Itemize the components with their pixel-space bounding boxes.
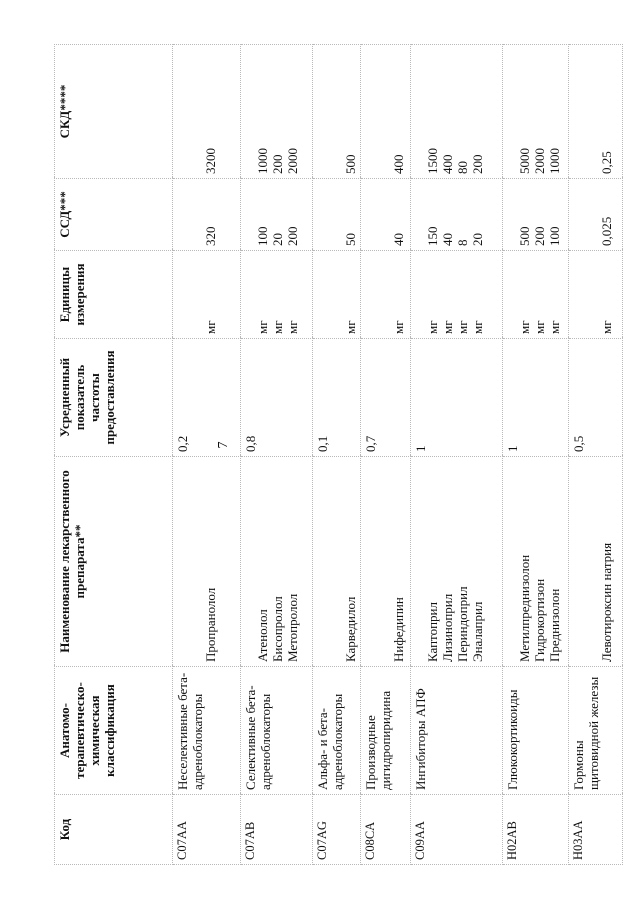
table-header-row bbox=[55, 45, 173, 865]
skd-value: 200 bbox=[470, 154, 485, 174]
ssd-cell bbox=[361, 179, 411, 251]
drug-name: Лизиноприл bbox=[440, 593, 455, 662]
code-cell bbox=[241, 795, 313, 865]
atc-code: C07AA bbox=[175, 821, 189, 860]
drug-standard-table bbox=[54, 44, 623, 865]
code-cell bbox=[313, 795, 361, 865]
ssd-cell bbox=[241, 179, 313, 251]
drug-name: Периндоприл bbox=[455, 586, 470, 662]
frequency-cell bbox=[569, 339, 623, 457]
ssd-value: 50 bbox=[343, 233, 358, 246]
code-cell bbox=[503, 795, 569, 865]
atc-code: C08CA bbox=[363, 821, 377, 860]
unit-cell bbox=[241, 251, 313, 339]
ssd-cell bbox=[569, 179, 623, 251]
drug-name: Метилпреднизолон bbox=[517, 554, 532, 662]
unit-cell bbox=[313, 251, 361, 339]
rotated-page-content bbox=[54, 45, 614, 865]
atc-class-cell bbox=[173, 667, 241, 795]
table-row bbox=[313, 45, 361, 865]
ssd-value: 20 bbox=[270, 233, 285, 246]
skd-value: 1500 bbox=[425, 148, 440, 174]
frequency-cell bbox=[411, 339, 503, 457]
skd-cell bbox=[503, 45, 569, 179]
ssd-cell bbox=[173, 179, 241, 251]
atc-class-cell bbox=[241, 667, 313, 795]
header-code: Код bbox=[55, 795, 173, 865]
atc-code: C07AB bbox=[243, 821, 257, 860]
drug-name: Каптоприл bbox=[425, 602, 440, 662]
drug-name: Нифедипин bbox=[391, 597, 406, 662]
table-row bbox=[361, 45, 411, 865]
drug-name: Преднизолон bbox=[547, 588, 562, 662]
unit-value: мг bbox=[270, 320, 285, 334]
atc-code: H02AB bbox=[505, 821, 519, 860]
frequency-value: 0,5 bbox=[571, 435, 586, 452]
drug-name: Эналаприл bbox=[470, 601, 485, 662]
frequency-value: 0,7 bbox=[363, 435, 378, 452]
unit-value: мг bbox=[470, 320, 485, 334]
atc-class-name: Селективные бета-адреноблокаторы bbox=[243, 685, 273, 790]
frequency-cell bbox=[241, 339, 313, 457]
drug-name: Атенолол bbox=[255, 609, 270, 662]
skd-value: 0,25 bbox=[599, 151, 614, 174]
ssd-cell bbox=[313, 179, 361, 251]
atc-class-name: Ингибиторы АПФ bbox=[413, 688, 428, 790]
unit-value: мг bbox=[547, 320, 562, 334]
unit-cell bbox=[173, 251, 241, 339]
unit-value: мг bbox=[285, 320, 300, 334]
ssd-cell bbox=[411, 179, 503, 251]
table-row bbox=[503, 45, 569, 865]
atc-class-name: Глюкокортикоиды bbox=[505, 689, 520, 790]
unit-value: мг bbox=[425, 320, 440, 334]
skd-value: 1000 bbox=[255, 148, 270, 174]
frequency-cell bbox=[503, 339, 569, 457]
skd-cell bbox=[569, 45, 623, 179]
frequency-value: 0,2 bbox=[175, 435, 190, 452]
skd-cell bbox=[361, 45, 411, 179]
unit-value: мг bbox=[532, 320, 547, 334]
unit-value: мг bbox=[391, 320, 406, 334]
atc-class-cell bbox=[361, 667, 411, 795]
drug-cell bbox=[173, 457, 241, 667]
code-cell bbox=[361, 795, 411, 865]
drug-cell bbox=[411, 457, 503, 667]
drug-name: Карведилол bbox=[343, 596, 358, 662]
unit-value: мг bbox=[455, 320, 470, 334]
unit-value: мг bbox=[255, 320, 270, 334]
unit-value: мг bbox=[203, 320, 218, 334]
unit-cell bbox=[411, 251, 503, 339]
frequency-cell bbox=[313, 339, 361, 457]
skd-value: 80 bbox=[455, 161, 470, 174]
ssd-cell bbox=[503, 179, 569, 251]
drug-cell bbox=[313, 457, 361, 667]
header-skd: СКД**** bbox=[55, 45, 173, 179]
atc-class-cell bbox=[411, 667, 503, 795]
atc-code: H03AA bbox=[571, 820, 585, 860]
unit-cell bbox=[361, 251, 411, 339]
drug-name: Левотироксин натрия bbox=[599, 542, 614, 662]
drug-cell bbox=[503, 457, 569, 667]
header-unit: Единицы измерения bbox=[55, 251, 173, 339]
header-drug: Наименование лекарственного препарата** bbox=[55, 457, 173, 667]
ssd-value: 200 bbox=[532, 226, 547, 246]
table-row bbox=[241, 45, 313, 865]
drug-name: Метопролол bbox=[285, 593, 300, 662]
skd-value: 3200 bbox=[203, 148, 218, 174]
skd-cell bbox=[313, 45, 361, 179]
header-frequency: Усредненный показатель частоты предоставления bbox=[55, 339, 173, 457]
unit-value: мг bbox=[517, 320, 532, 334]
frequency-value: 1 bbox=[505, 445, 520, 452]
unit-cell bbox=[569, 251, 623, 339]
skd-cell bbox=[241, 45, 313, 179]
unit-value: мг bbox=[440, 320, 455, 334]
ssd-value: 100 bbox=[255, 226, 270, 246]
ssd-value: 0,025 bbox=[599, 216, 614, 246]
ssd-value: 8 bbox=[455, 239, 470, 246]
atc-class-cell bbox=[503, 667, 569, 795]
skd-value: 2000 bbox=[285, 148, 300, 174]
frequency-value: 0,1 bbox=[315, 435, 330, 452]
frequency-value: 1 bbox=[413, 445, 428, 452]
table-row bbox=[411, 45, 503, 865]
unit-cell bbox=[503, 251, 569, 339]
skd-value: 400 bbox=[440, 154, 455, 174]
atc-class-name: Производные дигидропиридина bbox=[363, 690, 393, 790]
ssd-value: 20 bbox=[470, 233, 485, 246]
ssd-value: 200 bbox=[285, 226, 300, 246]
frequency-cell bbox=[173, 339, 241, 457]
ssd-value: 500 bbox=[517, 226, 532, 246]
ssd-value: 40 bbox=[391, 233, 406, 246]
atc-code: C07AG bbox=[315, 821, 329, 860]
table-row bbox=[173, 45, 241, 865]
ssd-value: 100 bbox=[547, 226, 562, 246]
skd-value: 200 bbox=[270, 154, 285, 174]
skd-value: 5000 bbox=[517, 148, 532, 174]
drug-name: Гидрокортизон bbox=[532, 578, 547, 662]
atc-class-name: Гормоны щитовидной железы bbox=[571, 676, 601, 790]
skd-value: 2000 bbox=[532, 148, 547, 174]
unit-value: мг bbox=[343, 320, 358, 334]
header-atc: Анатомо-терапевтическо-химическая классификация bbox=[55, 667, 173, 795]
frequency-value: 0,8 bbox=[243, 435, 258, 452]
table-body bbox=[173, 45, 623, 865]
ssd-value: 150 bbox=[425, 226, 440, 246]
code-cell bbox=[569, 795, 623, 865]
code-cell bbox=[173, 795, 241, 865]
ssd-value: 320 bbox=[203, 226, 218, 246]
code-cell bbox=[411, 795, 503, 865]
frequency-cell bbox=[361, 339, 411, 457]
drug-cell bbox=[361, 457, 411, 667]
skd-value: 500 bbox=[343, 154, 358, 174]
table-row bbox=[569, 45, 623, 865]
ssd-value: 40 bbox=[440, 233, 455, 246]
atc-code: C09AA bbox=[413, 821, 427, 860]
drug-cell bbox=[569, 457, 623, 667]
atc-class-name: Неселективные бета-адреноблокаторы bbox=[175, 672, 205, 790]
page-number: 7 bbox=[216, 441, 231, 449]
drug-name: Бисопролол bbox=[270, 596, 285, 662]
atc-class-cell bbox=[569, 667, 623, 795]
drug-cell bbox=[241, 457, 313, 667]
atc-class-name: Альфа- и бета-адреноблокаторы bbox=[315, 693, 345, 790]
unit-value: мг bbox=[599, 320, 614, 334]
drug-name: Пропранолол bbox=[203, 587, 218, 662]
atc-class-cell bbox=[313, 667, 361, 795]
skd-cell bbox=[411, 45, 503, 179]
skd-cell bbox=[173, 45, 241, 179]
skd-value: 1000 bbox=[547, 148, 562, 174]
header-ssd: ССД*** bbox=[55, 179, 173, 251]
skd-value: 400 bbox=[391, 154, 406, 174]
